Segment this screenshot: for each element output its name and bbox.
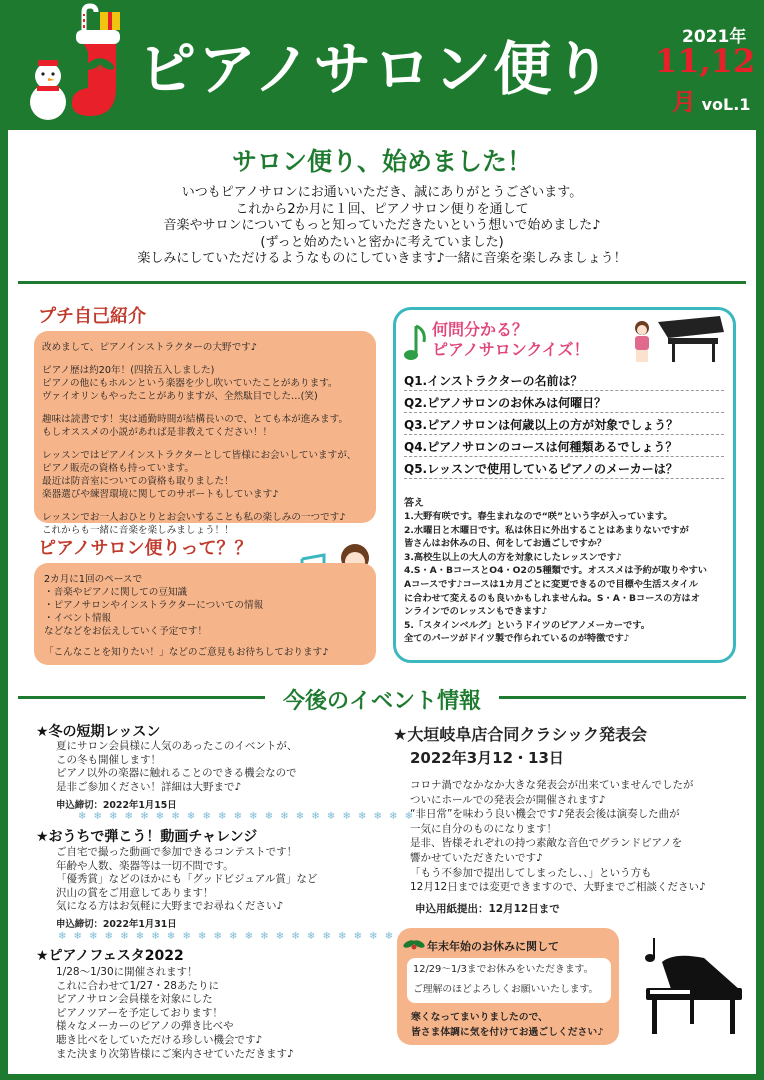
holiday-notice-box [397,928,619,1045]
answer-list [404,510,734,646]
self-intro-paragraph: 趣味は読書です！実は通勤時間が結構長いので、とても本が進みます。 もしオススメの小説があれば是非教えてください！！ [42,414,349,438]
holiday-heading: 年末年始のお休みに関して [427,940,559,953]
events-heading: 今後のイベント情報 [265,689,499,714]
music-note-icon [402,322,428,362]
quiz-divider [404,434,724,435]
quiz-heading-line: ピアノサロンクイズ！ [432,340,590,359]
intro-line: 楽しみにしていただけるようなものにしていきます♪一緒に音楽を楽しみましょう！ [137,251,627,266]
snowflake-divider: ❄ ❄ ❄ ❄ ❄ ❄ ❄ ❄ ❄ ❄ ❄ ❄ ❄ ❄ ❄ ❄ ❄ ❄ ❄ ❄ ❄ ❄ [58,931,396,942]
answer-heading: 答え [404,498,424,509]
event-deadline-video: 申込締切：2022年1月31日 [56,919,177,930]
newsletter-title: ピアノサロン便り [138,35,614,103]
event-body-festa: 1/28～1/30に開催されます！ これに合わせて1/27・28あたりに ピアノサロン会員様を対象にした ピアノツアーを予定しております！ 様々なメーカーのピアノの弾き比べや 聴き比べをしていただける珍しい機会です♪ また決まり次第皆様にご案内させていただきます♪ [56,966,294,1060]
intro-line: (ずっと始めたいと密かに考えていました) [260,234,504,250]
event-heading-video: ★おうちで弾こう！動画チャレンジ [36,829,258,845]
intro-line: これから2か月に１回、ピアノサロン便りを通して [235,201,529,217]
quiz-question: Q4.ピアノサロンのコースは何種類あるでしょう？ [404,440,678,454]
section-divider [18,281,746,284]
quiz-divider [404,456,724,457]
event-body-winter: 夏にサロン会員様に人気のあったこのイベントが、 この冬も開催します！ ピアノ以外の楽器に触れることのできる機会なので 是非ご参加ください！詳細は大野まで♪ [56,740,298,793]
answer-item: 3.高校生以上の大人の方を対象にしたレッスンです♪ [404,551,622,563]
event-heading-festa: ★ピアノフェスタ2022 [36,948,184,964]
about-paragraph: 2カ月に1回のペースで ・音楽やピアノに関しての豆知識 ・ピアノサロンやインストラクターについての情報 ・イベント情報 などなどをお伝えしていく予定です！ [44,574,264,637]
quiz-question: Q1.インストラクターの名前は？ [404,374,583,388]
event-deadline-winter: 申込締切：2022年1月15日 [56,800,177,811]
about-box [34,563,376,665]
event-body-video: ご自宅で撮った動画で参加できるコンテストです！ 年齢や人数、楽器等は一切不問です。 「優秀賞」などのほかにも「グッドビジュアル賞」など 沢山の賞をご用意してあります！ 気になる方はお気軽に大野までお尋ねください♪ [56,846,318,913]
issue-month-suffix: 月 [672,88,696,116]
self-intro-box [34,331,376,536]
self-intro-paragraph: 改めまして、ピアノインストラクターの大野です♪ [42,342,257,353]
event-heading-winter: ★冬の短期レッスン [36,724,161,740]
events-heading-wrap [0,684,764,715]
frame-left-border [0,130,8,1080]
self-intro-paragraph: ピアノ歴は約20年！(四捨五入しました) ピアノの他にもホルンという楽器を少し吹いていたことがあります。 ヴァイオリンもやったことがありますが、全然駄目でした…(笑) [42,365,338,402]
intro-line: 音楽やサロンについてもっと知っていただきたいという想いで始めました♪ [163,218,601,233]
holiday-dates: 12/29～1/3までお休みをいただきます。 ご理解のほどよろしくお願いいたします。 [407,958,611,1003]
self-intro-heading: プチ自己紹介 [38,306,146,327]
quiz-question: Q3.ピアノサロンは何歳以上の方が対象でしょう？ [404,418,679,432]
snowflake-divider: ❄ ❄ ❄ ❄ ❄ ❄ ❄ ❄ ❄ ❄ ❄ ❄ ❄ ❄ ❄ ❄ ❄ ❄ ❄ ❄ ❄ ❄ [78,811,416,822]
quiz-heading [432,320,589,360]
frame-bottom-border [0,1074,764,1080]
about-paragraph: 「こんなことを知りたい！」などのご意見もお待ちしております♪ [44,647,329,658]
event-heading-concert: ★大垣岐阜店合同クラシック発表会 [393,725,648,744]
event-deadline-concert: 申込用紙提出：12月12日まで [415,903,560,915]
holiday-message: 寒くなってまいりましたので、 皆さま体調に気を付けてお過ごしください♪ [411,1012,604,1038]
intro-line: いつもピアノサロンにお通いいただき、誠にありがとうございます。 [181,185,583,200]
intro-heading: サロン便り、始めました！ [231,147,532,176]
self-intro-paragraph: レッスンでお一人おひとりとお会いすることも私の楽しみの一つです♪ これからも一緒に音楽を楽しみましょう！！ [42,512,346,536]
event-body-concert: コロナ渦でなかなか大きな発表会が出来ていませんでしたが ついにホールでの発表会が開催されます♪ “非日常”を味わう良い機会です♪発表会後は演奏した曲が 一気に自分のものになります！ 是非、皆様それぞれの持つ素敵な音色でグランドピアノを 響かせていただきたいです♪ 「もう不参加で提出してしまったし、、」という方も 12月12日までは変更できますので、大野までご相談ください♪ [410,779,706,894]
issue-months: 11,12 [655,42,756,80]
quiz-divider [404,412,724,413]
self-intro-paragraph: レッスンではピアノインストラクターとして皆様にお会いしていますが、 ピアノ販売の資格も持っています。 最近は防音室についての資格も取りました！ 楽器選びや練習環境に関してのサポートもしています♪ [42,450,357,500]
answer-item: 1.大野有咲です。春生まれなので“咲”という字が入っています。 [404,511,673,522]
issue-volume-row [672,82,750,117]
quiz-heading-line: 何問分かる？ [432,320,529,339]
holly-icon [403,934,425,954]
answer-item: 2.水曜日と木曜日です。私は休日に外出することはあまりないですが 皆さんはお休みの日、何をしてお過ごしですか？ [404,524,689,550]
answer-item: 4.S・A・BコースとO4・O2の5種類です。オススメは予約が取りやすい Aコースです♪コースは1カ月ごとに変更できるので目標や生活スタイル に合わせて変えるのも良いかもしれませんね。S・A・Bコースの方はオ ンラインでのレッスンもできます♪ [404,565,707,618]
issue-volume: voL.1 [701,95,751,114]
grand-piano-icon [634,932,746,1040]
answer-item: 5.「スタインベルグ」というドイツのピアノメーカーです。 全てのパーツがドイツ製で作られているのが特徴です♪ [404,619,650,645]
issue-year: 2021年 [682,27,747,47]
frame-right-border [756,130,764,1080]
christmas-stocking-snowman-icon [18,6,138,126]
grand-piano-player-icon [628,312,728,366]
quiz-divider [404,478,724,479]
quiz-question: Q5.レッスンで使用しているピアノのメーカーは？ [404,462,678,476]
about-heading: ピアノサロン便りって？？ [38,538,253,559]
intro-text [0,185,764,268]
event-date-concert: 2022年3月12・13日 [410,749,564,767]
quiz-box [393,307,736,663]
header-banner [0,0,764,130]
quiz-divider [404,390,724,391]
quiz-question: Q2.ピアノサロンのお休みは何曜日？ [404,396,607,410]
